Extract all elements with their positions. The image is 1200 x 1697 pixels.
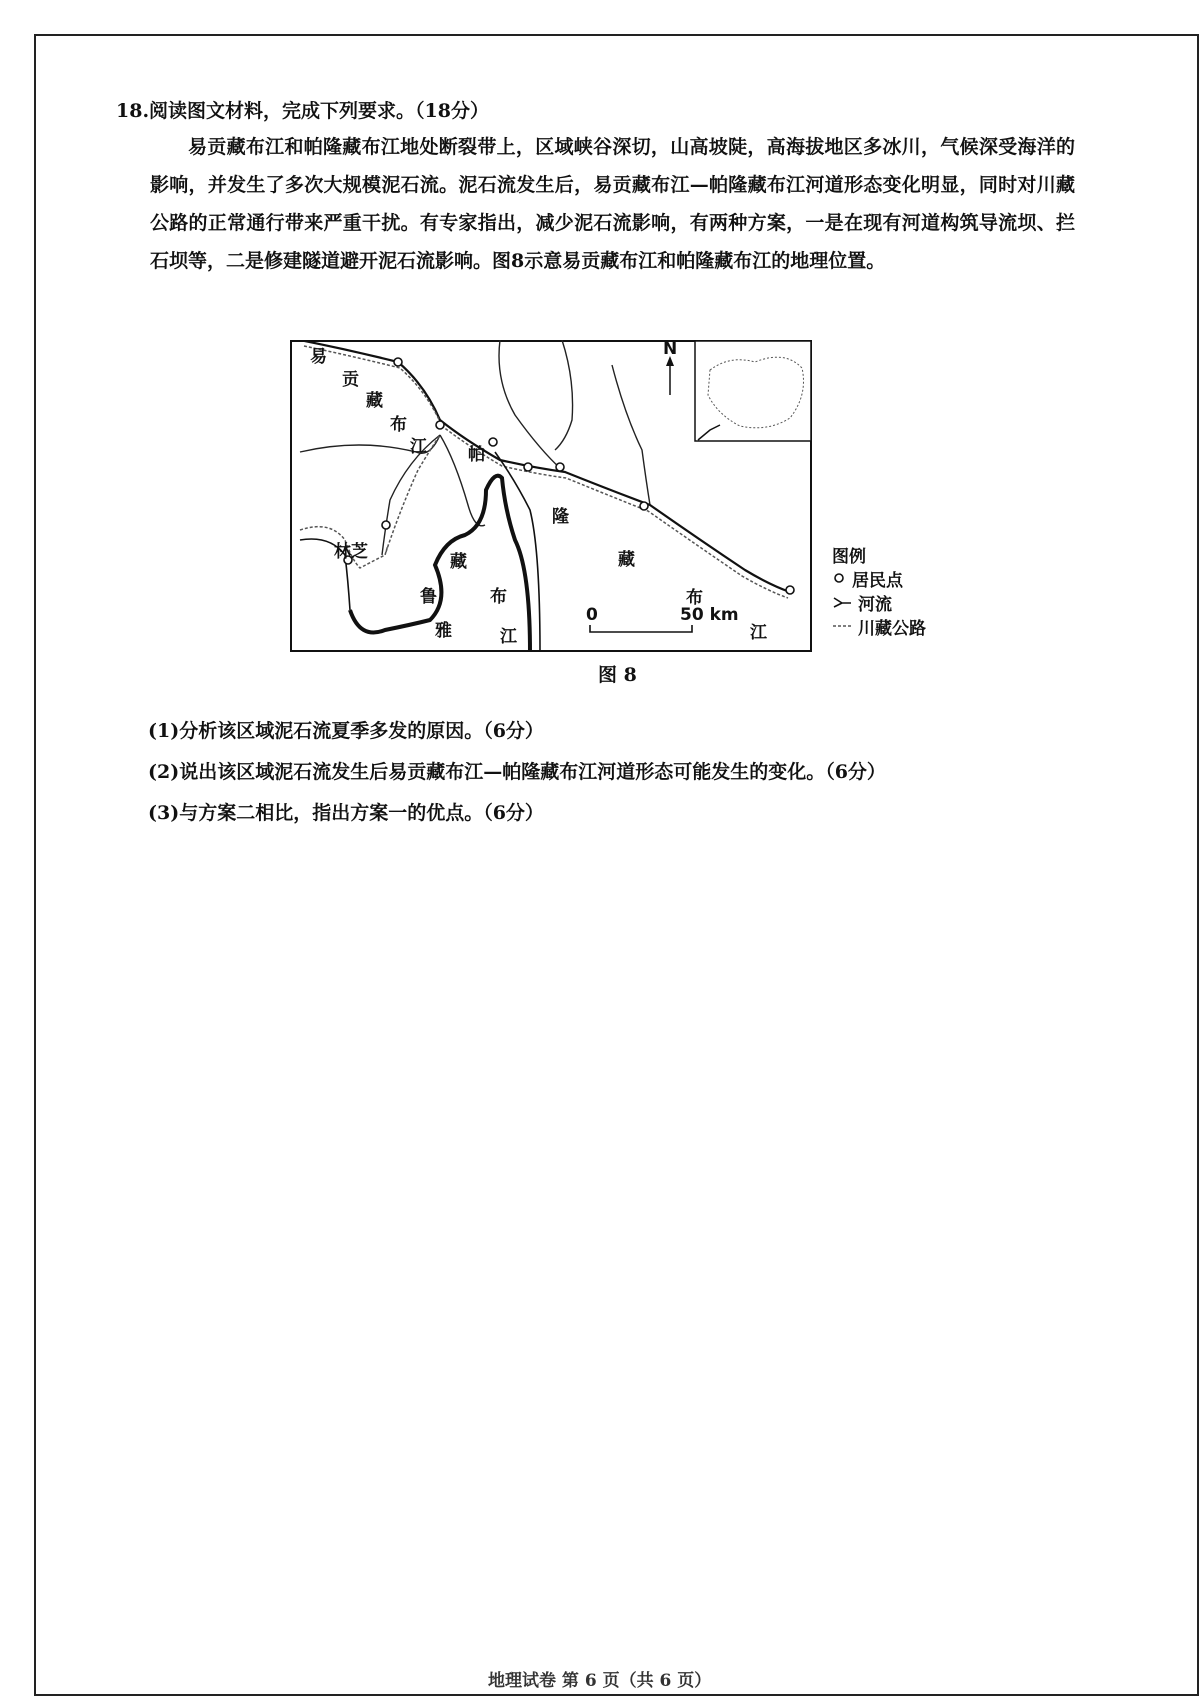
scale-label: 50 km <box>680 605 739 625</box>
label-yarlung-jiang: 江 <box>500 627 517 647</box>
map-legend <box>832 542 926 638</box>
legend-settlement <box>832 566 926 590</box>
legend-highway <box>832 614 926 638</box>
label-yarlung-zang: 藏 <box>450 552 467 572</box>
label-bu: 布 <box>390 415 407 435</box>
label-pa: 帕 <box>468 445 485 465</box>
label-jiang: 江 <box>410 437 427 457</box>
label-bu2: 布 <box>686 588 703 608</box>
label-linzhi: 林芝 <box>334 542 368 562</box>
legend-settlement-label: 居民点 <box>852 570 903 591</box>
legend-river-label: 河流 <box>858 594 892 615</box>
question-title: 18.阅读图文材料，完成下列要求。（18分） <box>116 100 489 122</box>
river-icon <box>832 595 852 609</box>
scale-zero: 0 <box>586 605 598 625</box>
settlement-icon <box>394 358 402 366</box>
label-yarlung-lu: 鲁 <box>420 587 437 607</box>
label-gong: 贡 <box>342 370 359 390</box>
settlement-icon <box>640 502 648 510</box>
label-long: 隆 <box>552 507 569 527</box>
label-zang2: 藏 <box>618 550 635 570</box>
settlement-icon <box>524 463 532 471</box>
subquestion-1: (1)分析该区域泥石流夏季多发的原因。（6分） <box>148 720 544 742</box>
label-yarlung-ya: 雅 <box>435 621 452 641</box>
settlement-icon <box>556 463 564 471</box>
settlement-icon <box>489 438 497 446</box>
subquestion-3: (3)与方案二相比，指出方案一的优点。（6分） <box>148 802 544 824</box>
legend-highway-label: 川藏公路 <box>858 618 926 639</box>
highway-icon <box>832 619 852 633</box>
subquestion-2: (2)说出该区域泥石流发生后易贡藏布江—帕隆藏布江河道形态可能发生的变化。（6分） <box>148 761 886 783</box>
label-jiang2: 江 <box>750 623 767 643</box>
label-yarlung-bu: 布 <box>490 587 507 607</box>
page-footer: 地理试卷 第 6 页（共 6 页） <box>488 1671 712 1691</box>
settlement-icon <box>382 521 390 529</box>
legend-title: 图例 <box>832 546 866 567</box>
label-zang: 藏 <box>366 391 383 411</box>
question-paragraph: 易贡藏布江和帕隆藏布江地处断裂带上，区域峡谷深切，山高坡陡，高海拔地区多冰川，气候深受海洋的影响，并发生了多次大规模泥石流。泥石流发生后，易贡藏布江—帕隆藏布江河道形态变化明显，同时对川藏公路的正常通行带来严重干扰。有专家指出，减少泥石流影响，有两种方案，一是在现有河道构筑导流坝、拦石坝等，二是修建隧道避开泥石流影响。图8示意易贡藏布江和帕隆藏布江的地理位置。 <box>150 136 1075 272</box>
label-yi: 易 <box>310 347 327 367</box>
legend-river <box>832 590 926 614</box>
figure-8-map <box>290 340 812 652</box>
settlement-icon <box>436 421 444 429</box>
figure-caption: 图 8 <box>598 664 637 686</box>
settlement-icon <box>786 586 794 594</box>
north-label: N <box>663 340 678 359</box>
settlement-icon <box>832 571 846 585</box>
page-frame <box>34 34 1199 1696</box>
inset-china-map <box>695 341 811 441</box>
